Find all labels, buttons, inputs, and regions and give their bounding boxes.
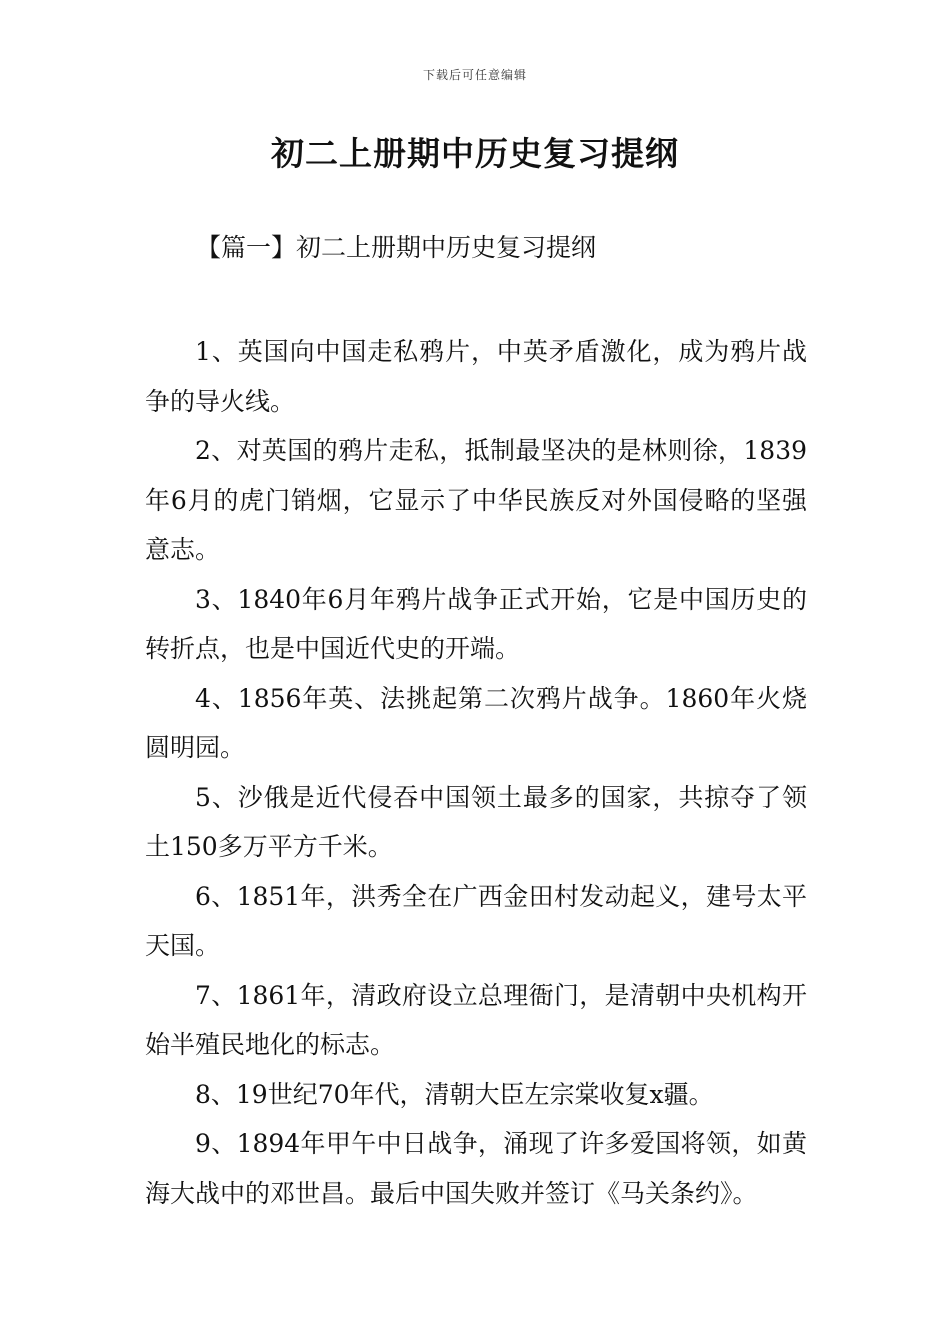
list-item: 2、对英国的鸦片走私，抵制最坚决的是林则徐，1839年6月的虎门销烟，它显示了中华民族反对外国侵略的坚强意志。 xyxy=(145,436,807,564)
list-item: 8、19世纪70年代，清朝大臣左宗棠收复x疆。 xyxy=(195,1079,714,1109)
document-title: 初二上册期中历史复习提纲 xyxy=(271,134,679,173)
section-heading: 【篇一】初二上册期中历史复习提纲 xyxy=(196,233,597,262)
list-item: 4、1856年英、法挑起第二次鸦片战争。1860年火烧圆明园。 xyxy=(145,683,807,762)
list-item: 3、1840年6月年鸦片战争正式开始，它是中国历史的转折点，也是中国近代史的开端。 xyxy=(145,584,807,663)
list-item: 5、沙俄是近代侵吞中国领土最多的国家，共掠夺了领土150多万平方千米。 xyxy=(145,782,807,861)
list-item: 1、英国向中国走私鸦片，中英矛盾激化，成为鸦片战争的导火线。 xyxy=(145,337,807,416)
list-item: 7、1861年，清政府设立总理衙门，是清朝中央机构开始半殖民地化的标志。 xyxy=(145,980,807,1059)
document-body xyxy=(145,327,807,1218)
header-note: 下载后可任意编辑 xyxy=(422,68,527,82)
list-item: 6、1851年，洪秀全在广西金田村发动起义，建号太平天国。 xyxy=(145,881,807,960)
list-item: 9、1894年甲午中日战争，涌现了许多爱国将领，如黄海大战中的邓世昌。最后中国失败并签订《马关条约》。 xyxy=(145,1129,807,1208)
